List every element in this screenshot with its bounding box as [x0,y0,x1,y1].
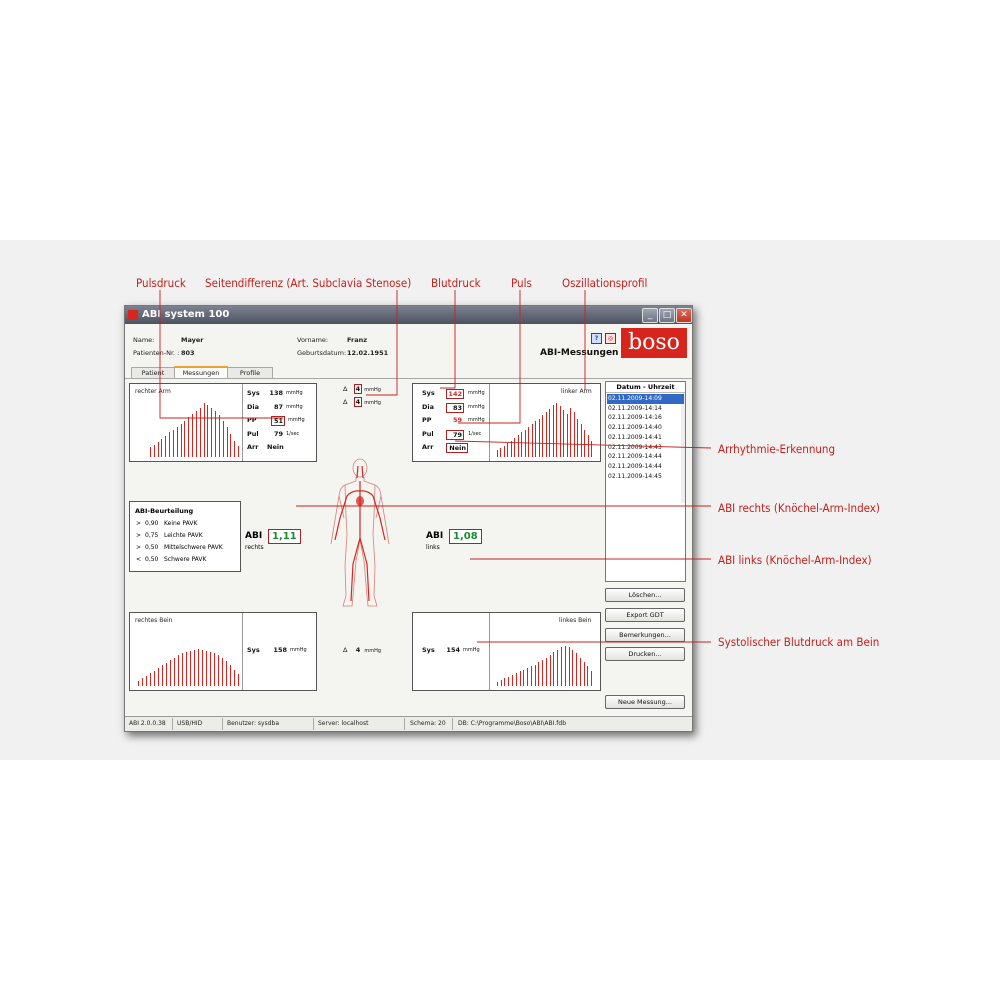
sys-label: Sys [422,389,435,397]
oscillation-bar [518,435,519,457]
delta-icon: Δ [343,646,348,654]
oscillation-bar [234,670,235,686]
dia-label: Dia [422,403,435,411]
oscillation-bar [584,662,585,686]
body-arteries-figure [325,456,395,611]
op: > [136,532,142,539]
arr-label: Arr [247,443,259,451]
status-interface: USB/HID [177,720,203,727]
oscillation-bar [200,408,201,458]
oscillation-bar [150,447,151,457]
unit: mmHg [468,404,485,410]
left-arm-sys-value: 142 [446,389,464,399]
oscillation-bar [194,650,195,686]
help-icon[interactable]: ? [591,333,602,344]
maximize-button[interactable]: □ [659,308,675,323]
oscillation-bar [202,650,203,686]
window-title: ABI system 100 [142,309,230,320]
status-separator [222,718,223,730]
unit: mmHg [288,417,305,423]
status-db: DB: C:\Programme\Boso\ABI\ABI.fdb [458,720,567,727]
pp-label: PP [247,416,257,424]
oscillation-bar [577,419,578,458]
oscillation-bar [158,442,159,457]
oscillation-bar [549,409,550,457]
num: 0,50 [145,556,159,563]
oscillation-bar [188,417,189,457]
text: Mittelschwere PAVK [164,544,223,551]
num: 0,75 [145,532,159,539]
left-leg-sys-value: 154 [446,646,460,654]
oscillation-bar [572,650,573,686]
oscillation-bar [508,677,509,686]
num: 0,50 [145,544,159,551]
abi-rechts-side: rechts [245,544,264,551]
assessment-row [136,532,203,539]
oscillation-bar [514,438,515,457]
panel-divider [489,384,490,461]
oscillation-bar [512,675,513,686]
unit: mmHg [468,390,485,396]
delta-sys [343,385,381,393]
oscillation-bar [556,403,557,457]
oscillation-bar [504,678,505,686]
dia-label: Dia [247,403,260,411]
abi-links-side: links [426,544,440,551]
status-separator [172,718,173,730]
oscillation-bar [567,414,568,457]
export-gdt-button[interactable]: Export GDT [605,608,685,622]
left-leg-panel [412,612,601,691]
oscillation-bar [238,446,239,457]
status-server: Server: localhost [318,720,369,727]
delta-sys-value: 4 [355,385,361,393]
oscillation-bar [520,671,521,686]
right-leg-oscillation-chart [136,643,240,686]
oscillation-bar [557,650,558,686]
oscillation-bar [154,671,155,686]
right-arm-oscillation-chart [148,402,240,457]
left-arm-dia-value: 83 [446,403,464,413]
oscillation-bar [580,658,581,686]
oscillation-bar [223,421,224,457]
oscillation-bar [504,446,505,457]
delta-icon: Δ [343,385,348,393]
app-icon [128,310,138,320]
panel-divider [242,613,243,690]
assessment-row [136,544,223,551]
oscillation-bar [588,435,589,457]
right-leg-label: rechtes Bein [135,617,173,624]
patnr-label: Patienten-Nr. : [133,349,180,357]
num: 0,90 [145,520,159,527]
oscillation-bar [511,441,512,458]
abi-rechts-value: 1,11 [268,529,301,544]
tab-patient[interactable]: Patient [131,367,175,379]
right-arm-panel [129,383,317,462]
oscillation-bar [523,670,524,686]
delta-leg [343,646,381,654]
geb-label: Geburtsdatum: [297,349,347,357]
unit: mmHg [468,417,485,423]
oscillation-bar [591,441,592,458]
right-arm-sys-value: 138 [269,389,283,397]
history-item[interactable]: 02.11.2009-14:44 [608,462,662,470]
oscillation-bar [181,424,182,457]
unit: mmHg [364,400,381,406]
sys-label: Sys [247,389,260,397]
right-leg-panel [129,612,317,691]
delta-dia-value: 4 [355,398,361,406]
tab-messungen[interactable]: Messungen [174,366,228,379]
right-arm-arr-value: Nein [267,443,284,451]
assessment-row [136,556,206,563]
oscillation-bar [214,653,215,686]
oscillation-bar [227,427,228,457]
oscillation-bar [161,439,162,457]
oscillation-bar [219,415,220,457]
left-arm-label: linker Arm [561,388,592,395]
pul-label: Pul [422,430,434,438]
oscillation-bar [500,448,501,457]
callout-blutdruck: Blutdruck [431,276,481,290]
sys-label: Sys [247,646,260,654]
close-button[interactable]: ✕ [676,308,692,323]
left-arm-oscillation-chart [495,402,593,457]
oscillation-bar [138,681,139,686]
right-arm-pul-value: 79 [273,430,283,438]
print-button[interactable]: Drucken... [605,647,685,661]
oscillation-bar [174,658,175,686]
callout-abi-rechts: ABI rechts (Knöchel-Arm-Index) [718,501,880,515]
minimize-button[interactable]: _ [642,308,658,323]
history-item[interactable]: 02.11.2009-14:09 [607,394,684,404]
oscillation-bar [553,405,554,457]
title-bar[interactable] [125,306,692,324]
left-leg-oscillation-chart [495,643,593,686]
oscillation-bar [207,405,208,457]
tab-divider [125,378,692,379]
pp-label: PP [422,416,432,424]
op: < [136,556,142,563]
left-arm-pp-value: 59 [452,416,462,424]
oscillation-bar [210,652,211,686]
oscillation-bar [230,434,231,457]
oscillation-bar [234,441,235,458]
abi-links-value: 1,08 [449,529,482,544]
oscillation-bar [146,676,147,686]
oscillation-bar [206,651,207,686]
history-item[interactable]: 02.11.2009-14:43 [608,443,662,451]
oscillation-bar [186,652,187,686]
oscillation-bar [169,432,170,457]
left-arm-panel [412,383,601,462]
oscillation-bar [546,658,547,686]
oscillation-bar [177,427,178,457]
oscillation-bar [497,682,498,686]
right-arm-dia-value: 87 [273,403,283,411]
text: Keine PAVK [164,520,198,527]
status-user: Benutzer: sysdba [227,720,279,727]
unit: 1/sec [468,431,482,437]
oscillation-bar [222,658,223,686]
unit: 1/sec [286,431,300,437]
unit: mmHg [463,647,480,653]
section-title: ABI-Messungen [540,348,619,358]
panel-divider [242,384,243,461]
op: > [136,544,142,551]
oscillation-bar [150,673,151,686]
right-leg-sys-value: 158 [273,646,287,654]
name-label: Name: [133,336,155,344]
unit: mmHg [286,390,303,396]
settings-icon[interactable]: ◎ [605,333,616,344]
oscillation-bar [204,403,205,457]
oscillation-bar [576,653,577,686]
panel-divider [489,613,490,690]
history-item[interactable]: 02.11.2009-14:44 [608,453,662,461]
right-arm-label: rechter Arm [135,388,171,395]
oscillation-bar [178,655,179,686]
oscillation-bar [165,436,166,457]
oscillation-bar [532,424,533,457]
oscillation-bar [170,660,171,686]
oscillation-bar [192,414,193,457]
new-measurement-button[interactable]: Neue Messung... [605,695,685,709]
pul-label: Pul [247,430,259,438]
oscillation-bar [584,430,585,458]
history-item[interactable]: 02.11.2009-14:45 [608,472,662,480]
oscillation-bar [182,653,183,686]
oscillation-bar [173,430,174,458]
oscillation-bar [535,421,536,457]
oscillation-bar [587,666,588,686]
assessment-row [136,520,197,527]
oscillation-bar [591,671,592,686]
text: Schwere PAVK [164,556,207,563]
oscillation-bar [565,646,566,686]
oscillation-bar [525,430,526,458]
oscillation-bar [501,680,502,686]
delta-dia [343,398,381,406]
oscillation-bar [542,415,543,457]
oscillation-bar [162,665,163,686]
history-item[interactable]: 02.11.2009-14:14 [608,404,662,412]
unit: mmHg [364,648,382,654]
assessment-title: ABI-Beurteilung [135,507,194,515]
status-bar [125,716,692,731]
oscillation-bar [538,662,539,686]
unit: mmHg [286,404,303,410]
patnr-value: 803 [181,349,195,357]
oscillation-bar [531,666,532,686]
history-header: Datum - Uhrzeit [606,382,685,393]
status-separator [404,718,405,730]
callout-abi-links: ABI links (Knöchel-Arm-Index) [718,553,872,567]
right-arm-pp-value: 51 [271,416,285,426]
app-window [124,305,693,732]
oscillation-bar [516,673,517,686]
unit: mmHg [364,387,381,393]
abi-label: ABI [426,531,444,541]
measurement-history-list[interactable] [605,381,686,582]
callout-seitendifferenz: Seitendifferenz (Art. Subclavia Stenose) [205,276,412,290]
callout-puls: Puls [511,276,532,290]
status-separator [452,718,453,730]
history-item[interactable]: 02.11.2009-14:16 [608,414,662,422]
oscillation-bar [226,661,227,686]
unit: mmHg [290,647,307,653]
oscillation-bar [546,412,547,457]
oscillation-bar [563,410,564,457]
oscillation-bar [198,649,199,686]
tab-profile[interactable]: Profile [227,367,273,379]
arr-label: Arr [422,443,434,451]
oscillation-bar [535,665,536,687]
callout-pulsdruck: Pulsdruck [136,276,186,290]
left-leg-label: linkes Bein [559,617,592,624]
oscillation-bar [166,663,167,686]
name-value: Mayer [181,336,204,344]
op: > [136,520,142,527]
text: Leichte PAVK [164,532,203,539]
callout-oszillationsprofil: Oszillationsprofil [562,276,648,290]
boso-logo: boso [621,328,687,358]
oscillation-bar [497,450,498,457]
oscillation-bar [521,432,522,457]
oscillation-bar [154,445,155,457]
left-arm-arr-value: Nein [446,443,468,453]
oscillation-bar [158,668,159,686]
abi-label: ABI [245,531,263,541]
remarks-button[interactable]: Bemerkungen... [605,628,685,642]
history-item[interactable]: 02.11.2009-14:40 [608,424,662,432]
oscillation-bar [574,412,575,457]
delta-icon: Δ [343,398,348,406]
delta-leg-value: 4 [355,646,361,654]
oscillation-bar [570,408,571,458]
oscillation-bar [528,427,529,457]
oscillation-bar [569,647,570,686]
oscillation-bar [196,411,197,457]
callout-systolischer: Systolischer Blutdruck am Bein [718,635,880,649]
left-arm-pul-value: 79 [446,430,464,440]
oscillation-bar [218,655,219,686]
oscillation-bar [507,443,508,457]
oscillation-bar [238,674,239,686]
oscillation-bar [581,424,582,457]
oscillation-bar [560,406,561,457]
status-version: ABI 2.0.0.38 [129,720,166,727]
vorname-value: Franz [347,336,368,344]
callout-arrhythmie: Arrhythmie-Erkennung [718,442,836,456]
oscillation-bar [190,651,191,686]
oscillation-bar [527,668,528,686]
oscillation-bar [550,655,551,686]
status-schema: Schema: 20 [410,720,446,727]
vorname-label: Vorname: [297,336,329,344]
abi-assessment-box [129,501,241,572]
sys-label: Sys [422,646,435,654]
oscillation-bar [561,647,562,686]
oscillation-bar [211,408,212,458]
history-item[interactable]: 02.11.2009-14:41 [608,433,662,441]
oscillation-bar [184,421,185,457]
oscillation-bar [542,660,543,686]
oscillation-bar [230,665,231,686]
status-separator [313,718,314,730]
oscillation-bar [215,411,216,457]
delete-button[interactable]: Löschen... [605,588,685,602]
geb-value: 12.02.1951 [347,349,389,357]
oscillation-bar [539,419,540,458]
oscillation-bar [142,678,143,686]
oscillation-bar [553,652,554,686]
